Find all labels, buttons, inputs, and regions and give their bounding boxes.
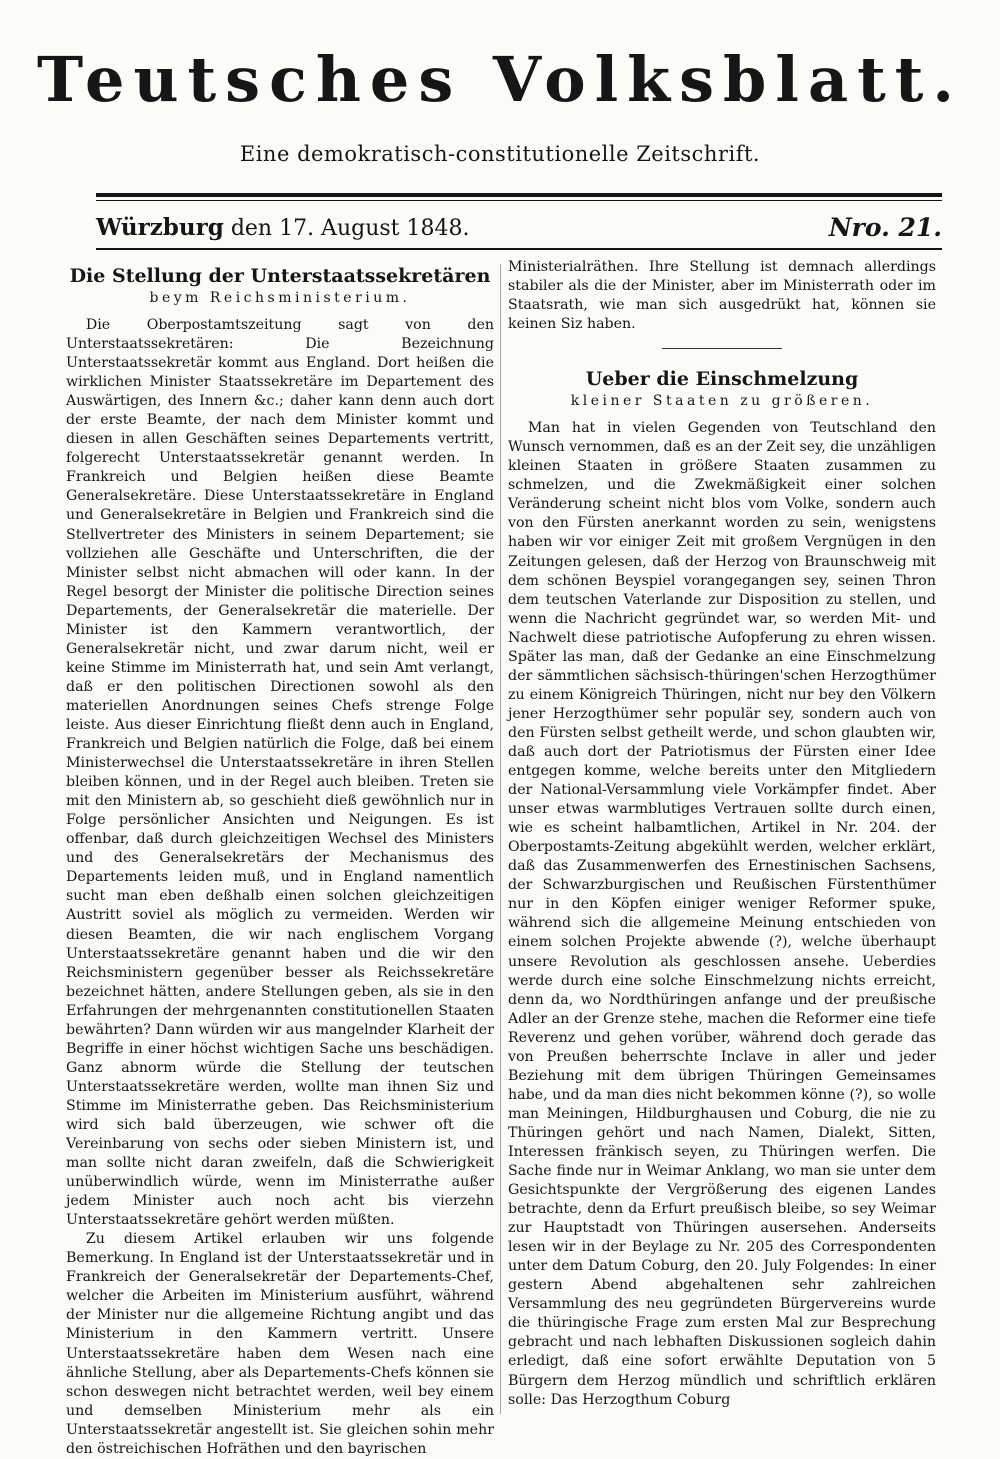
- header-rule-thick: [96, 193, 942, 197]
- newspaper-title: Teutsches Volksblatt.: [37, 43, 963, 116]
- article-subheadline: kleiner Staaten zu größeren.: [570, 393, 874, 410]
- left-column: [66, 258, 494, 1457]
- issue-number: Nro. 21.: [828, 213, 942, 242]
- dateline-date: den 17. August 1848.: [230, 216, 470, 241]
- article-headline: Die Stellung der Unterstaatssekretären: [69, 265, 491, 287]
- dateline-rule: [96, 248, 942, 250]
- article-continuation: Ministerialräthen. Ihre Stellung ist demnach allerdings stabiler als die der Minister, aber im Ministerrath oder im Staatsrath, wie man sich ausgedrükt hat, können sie keinen Siz haben.: [508, 259, 936, 333]
- dateline-place: Würzburg: [96, 214, 224, 241]
- right-column: [508, 258, 936, 1418]
- article-paragraph: Man hat in vielen Gegenden von Teutschland den Wunsch vernommen, daß es an der Zeit sey, die unzähligen kleinen Staaten in größere Staaten zusammen zu schmelzen, und die Zwekmäßigkeit einer solchen Veränderung scheint nicht blos vom Volke, sondern auch von den Fürsten anerkannt worden zu sein, wenigstens haben wir vor einiger Zeit mit großem Vergnügen in den Zeitungen gelesen, daß der Herzog von Braunschweig mit dem schönen Beyspiel vorangegangen sey, seinen Thron dem teutschen Vaterlande zur Disposition zu stellen, und wenn die Nachricht gegründet war, so werden Mit- und Nachwelt diese patriotische Aufopferung zu ehren wissen. Später las man, daß der Gedanke an eine Einschmelzung der sämmtlichen sächsisch-thüringen'schen Herzogthümer zu einem Königreich Thüringen, nicht nur bey den Völkern jener Herzogthümer sehr populär sey, sondern auch von den Fürsten selbst getheilt werde, und schon glaubten wir, daß auch dort der Patriotismus der Fürsten einer Idee entgegen komme, welche bereits unter den Mitgliedern der National-Versammlung viele Vorkämpfer findet. Aber unser etwas warmblutiges Vertrauen sollte durch einen, wie es scheint halbamtlichen, Artikel in Nr. 204. der Oberpostamts-Zeitung abgekühlt werden, welcher erklärt, daß das Zusammenwerfen des Ernestinischen Sachsens, der Schwarzburgischen und Reußischen Fürstenthümer nur in den Köpfen einiger weniger Reformer spuke, während sich die allgemeine Meinung entschieden von einem solchen Projekte abwende (?), welche überhaupt unsere Revolution als geschlossen ansehe. Ueberdies werde durch eine solche Einschmelzung nichts erreicht, denn da, wo Nordthüringen anfange und der preußische Adler an der Grenze stehe, machen die Reformer eine tiefe Reverenz und gehen vorüber, während doch gerade das von Preußen beherrschte Inclave in aller und jeder Beziehung mit dem übrigen Thüringen Gemeinsames habe, und da man dies nicht bekommen könne (?), so wolle man Meiningen, Hildburghausen und Coburg, die nie zu Thüringen gehört und nach Namen, Dialekt, Sitten, Interessen fränkisch seyen, zu Thüringen werfen. Die Sache finde nur in Weimar Anklang, wo man sie unter dem Gesichtspunkte der Vergrößerung des eigenen Landes betrachte, denn da Erfurt preußisch bleibe, so sey Weimar zur Hauptstadt von Thüringen ausersehen. Anderseits lesen wir in der Beylage zu Nr. 205 des Correspondenten unter dem Datum Coburg, den 20. July Folgendes: In einer gestern Abend abgehaltenen sehr zahlreichen Versammlung des neu gegründeten Bürgervereins wurde die thüringische Frage zum ersten Mal zur Besprechung gebracht und nach lebhaften Diskussionen sogleich dahin erledigt, daß eine sofort erwählte Deputation von 5 Bürgern dem Herzog mündlich und schriftlich erklären solle: Das Herzogthum Coburg: [508, 420, 936, 1408]
- article-subheadline: beym Reichsministerium.: [149, 290, 411, 306]
- header-rule-thin: [96, 200, 942, 201]
- column-divider: [500, 264, 501, 1414]
- article-separator: [662, 348, 782, 349]
- article-headline: Ueber die Einschmelzung: [585, 368, 859, 391]
- dateline: [96, 212, 942, 244]
- article-paragraph: Zu diesem Artikel erlauben wir uns folgende Bemerkung. In England ist der Unterstaatssekretär und in Frankreich der Generalsekretär der Departements-Chef, welcher die Arbeiten im Ministerium ausführt, während der Minister nur die allgemeine Richtung angibt und das Ministerium in den Kammern vertritt. Unsere Unterstaatssekretäre haben dem Wesen nach eine ähnliche Stellung, aber als Departements-Chefs können sie schon deswegen nicht betrachtet werden, weil bey einem und demselben Ministerium mehr als ein Unterstaatssekretär angestellt ist. Sie gleichen sohin mehr den östreichischen Hofräthen und den bayrischen: [66, 1231, 494, 1457]
- article-paragraph: Die Oberpostamtszeitung sagt von den Unterstaatssekretären: Die Bezeichnung Unterstaatssekretär kommt aus England. Dort heißen die wirklichen Minister Staatssekretäre im Departement des Auswärtigen, des Innern &c.; daher kann denn auch dort der erste Beamte, der nach dem Minister kommt und diesen in allen Geschäften seines Departements vertritt, folgerecht Unterstaatssekretär genannt werden. In Frankreich und Belgien heißen diese Beamte Generalsekretäre. Diese Unterstaatssekretäre in England und Generalsekretäre in Belgien und Frankreich sind die Stellvertreter des Ministers in seinem Departement; sie vollziehen alle Geschäfte und Unterschriften, die der Minister selbst nicht abmachen will oder kann. In der Regel besorgt der Minister die politische Direction seines Departements, der Generalsekretär die materielle. Der Minister ist den Kammern verantwortlich, der Generalsekretär nicht, und zwar darum nicht, weil er keine Stimme im Ministerrath hat, und sein Amt verlangt, daß er den politischen Directionen sowohl als den materiellen Anordnungen seines Chefs strenge Folge leiste. Aus dieser Einrichtung fließt denn auch in England, Frankreich und Belgien natürlich die Folge, daß bei einem Ministerwechsel die Unterstaatssekretäre in ihren Stellen bleiben können, und in der Regel auch bleiben. Treten sie mit den Ministern ab, so geschieht dieß gewöhnlich nur in Folge persönlicher Ansichten und Neigungen. Es ist offenbar, daß durch gleichzeitigen Wechsel des Ministers und des Generalsekretärs der Mechanismus des Departements leiden muß, und in England namentlich sucht man eben deßhalb einen solchen gleichzeitigen Austritt soviel als möglich zu vermeiden. Werden wir diesen Beamten, die wir nach englischem Vorgang Unterstaatssekretäre genannt haben und die wir den Reichsministern gegenüber besser als Reichssekretäre bezeichnet hätten, andere Stellungen geben, als sie in den Erfahrungen der mehrgenannten constitutionellen Staaten bewährten? Dann würden wir aus mangelnder Klarheit der Begriffe in einer höchst wichtigen Sache uns beschädigen. Ganz abnorm würde die Stellung der teutschen Unterstaatssekretäre werden, wollte man ihnen Siz und Stimme im Ministerrathe geben. Das Reichsministerium wird sich bald überzeugen, wie schwer oft die Vereinbarung von sechs oder sieben Ministern ist, und man sollte nicht daran zweifeln, daß die Schwierigkeit unüberwindlich würde, wenn im Ministerrathe außer jedem Minister auch noch acht bis vierzehn Unterstaatssekretäre gehört werden müßten.: [66, 317, 494, 1229]
- newspaper-subtitle: Eine demokratisch-constitutionelle Zeitschrift.: [239, 142, 761, 166]
